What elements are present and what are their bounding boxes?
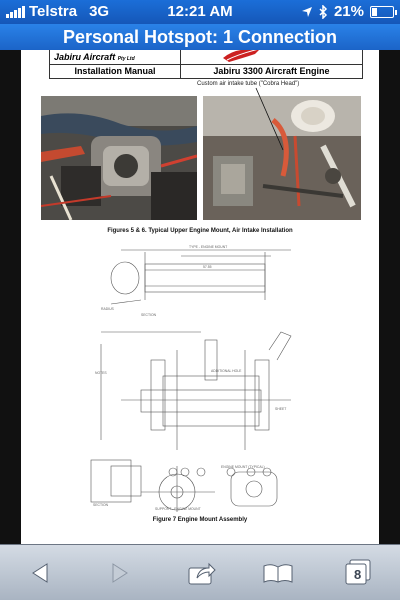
forward-icon [109, 562, 131, 584]
back-icon [29, 562, 51, 584]
share-button[interactable] [182, 553, 222, 593]
svg-text:ENGINE MOUNT (TYPICAL): ENGINE MOUNT (TYPICAL) [221, 465, 265, 469]
callout-leader-line [21, 50, 379, 180]
engine-mount-drawing [81, 240, 341, 512]
engine-model: Jabiru 3300 Aircraft Engine [180, 64, 362, 78]
forward-button[interactable] [100, 553, 140, 593]
svg-text:ADDITIONAL HOLE: ADDITIONAL HOLE [211, 369, 242, 373]
svg-text:SECTION: SECTION [141, 313, 157, 317]
doc-type: Installation Manual [50, 64, 181, 78]
document-page [21, 50, 379, 544]
bookmarks-icon [262, 562, 294, 584]
bluetooth-icon [319, 5, 328, 19]
browser-toolbar [0, 544, 400, 600]
battery-icon [370, 6, 394, 18]
clock: 12:21 AM [167, 3, 233, 20]
company-suffix: Pty Ltd [117, 55, 135, 62]
company-name: Jabiru Aircraft [54, 51, 116, 62]
figure-caption-5-6: Figures 5 & 6. Typical Upper Engine Mount, Air Intake Installation [107, 228, 293, 234]
network-type: 3G [89, 3, 110, 20]
svg-text:57.55: 57.55 [203, 265, 212, 269]
battery-percent: 21% [333, 3, 364, 20]
figure-caption-7: Figure 7 Engine Mount Assembly [152, 517, 248, 523]
status-bar [0, 0, 400, 24]
svg-text:SUPPORT - ENGINE MOUNT: SUPPORT - ENGINE MOUNT [155, 507, 201, 511]
share-icon [187, 560, 217, 586]
carrier-label: Telstra [29, 3, 78, 20]
bookmarks-button[interactable] [258, 553, 298, 593]
hotspot-banner[interactable]: Personal Hotspot: 1 Connection [0, 24, 400, 50]
svg-text:SHEET: SHEET [275, 407, 287, 411]
svg-text:TYPE - ENGINE MOUNT: TYPE - ENGINE MOUNT [189, 245, 228, 249]
tabs-button[interactable] [338, 553, 378, 593]
callout-label: Custom air intake tube ("Cobra Head") [197, 81, 300, 87]
svg-text:SECTION: SECTION [93, 503, 109, 507]
svg-text:NOTES: NOTES [95, 371, 107, 375]
location-icon [301, 6, 313, 18]
back-button[interactable] [20, 553, 60, 593]
tabs-count: 8 [354, 567, 362, 582]
svg-text:RADIUS: RADIUS [101, 307, 114, 311]
